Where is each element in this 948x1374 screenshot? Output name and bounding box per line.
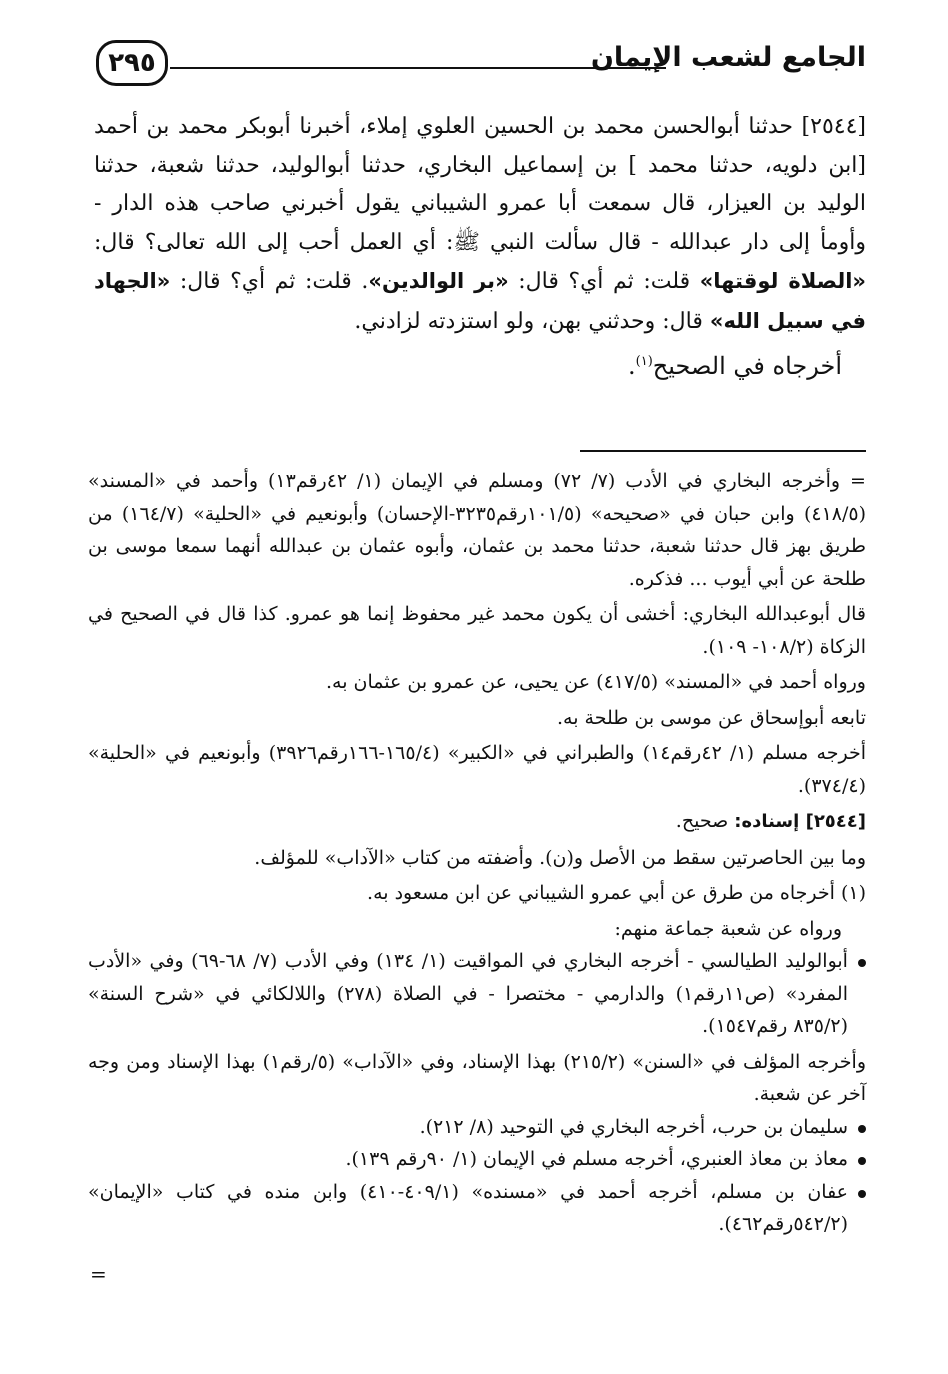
quote-salah: «الصلاة لوقتها»	[699, 269, 867, 293]
hadith-text-1: قلت: ثم أي؟ قال:	[508, 269, 700, 294]
isnad-grade: صحيح.	[675, 810, 735, 832]
hadith-paragraph	[94, 108, 866, 341]
list-item	[88, 1176, 866, 1241]
list-item-text: عفان بن مسلم، أخرجه أحمد في «مسنده» (٤٠٩/١-٤١٠) وابن منده في كتاب «الإيمان» (٥٤٢/٢رقم٤٦٢).	[88, 1180, 849, 1235]
bullet-icon	[858, 1125, 866, 1133]
takhrij-text: أخرجاه في الصحيح	[652, 352, 842, 380]
footnote-brackets-note: وما بين الحاصرتين سقط من الأصل و(ن). وأضفته من كتاب «الآداب» للمؤلف.	[254, 846, 866, 869]
list-item-text: معاذ بن معاذ العنبري، أخرجه مسلم في الإيمان (١/ ٩٠رقم ١٣٩).	[345, 1148, 848, 1170]
page-number: ٢٩٥	[96, 40, 168, 86]
hadith-isnad: [٢٥٤٤] حدثنا أبوالحسن محمد بن الحسين العلوي إملاء، أخبرنا أبوبكر محمد بن أحمد [ابن دلويه، حدثنا محمد ] بن إسماعيل البخاري، حدثنا أبوالوليد، حدثنا شعبة، حدثنا الوليد بن العيزار، قال سمعت أبا عمرو الشيباني يقول أخبرني صاحب هذه الدار - وأومأ إلى دار عبدالله - قال سألت النبي ﷺ: أي العمل أحب إلى الله تعالى؟ قال:	[94, 114, 866, 255]
footnote-ref[interactable]: (١)	[635, 354, 653, 369]
bullet-icon	[858, 1157, 866, 1165]
takhrij-end: .	[627, 352, 636, 380]
bullet-icon	[858, 1190, 866, 1198]
hadith-text-3: قال: وحدثني بهن، ولو استزدته لزادني.	[354, 308, 710, 334]
continuation-mark: =	[90, 1262, 107, 1286]
list-item	[88, 1143, 866, 1176]
footnote-1: (١) أخرجاه من طرق عن أبي عمرو الشيباني عن ابن مسعود به.	[367, 882, 866, 904]
list-item-text: أبوالوليد الطيالسي - أخرجه البخاري في المواقيت (١/ ١٣٤) وفي الأدب (٧/ ٦٨-٦٩) وفي «الأدب المفرد» (ص١١رقم١) والدارمي - مختصرا - في الصلاة (٢٧٨) واللالكائي في «شرح السنة» (٨٣٥/٢ رقم١٥٤٧).	[88, 950, 849, 1037]
hadith-text-2: . قلت: ثم أي؟ قال:	[170, 269, 369, 294]
footnote-isnad	[88, 805, 866, 839]
list-item-text: سليمان بن حرب، أخرجه البخاري في التوحيد (٨/ ٢١٢).	[419, 1115, 848, 1138]
footnote-continued: = وأخرجه البخاري في الأدب (٧/ ٧٢) ومسلم في الإيمان (١/ ٤٢رقم١٣) وأحمد في «المسند» (٤١٨/٥) وابن حبان في «صحيحه» (١٠١/٥رقم٣٢٣٥-الإحسان) وأبونعيم في «الحلية» (١٦٤/٧) من طريق بهز قال حدثنا شعبة، حدثنا محمد بن عثمان، وأبوه عثمان بن عبدالله أنهما سمعا موسى بن طلحة عن أبي أيوب ... فذكره.	[88, 470, 867, 590]
list-item	[88, 945, 866, 1043]
footnote-narrators-intro: ورواه عن شعبة جماعة منهم:	[614, 917, 842, 940]
footnote-bukhari-remark: قال أبوعبدالله البخاري: أخشى أن يكون محمد غير محفوظ إنما هو عمرو. كذا قال في الصحيح في الزكاة (١٠٨/٢- ١٠٩).	[88, 603, 866, 658]
bullet-icon	[858, 959, 866, 967]
quote-birr: «بر الوالدين»	[368, 269, 509, 293]
footnote-author: وأخرجه المؤلف في «السنن» (٢١٥/٢) بهذا الإسناد، وفي «الآداب» (٥/رقم١) بهذا الإسناد ومن وجه آخر عن شعبة.	[88, 1050, 866, 1105]
quote-jihad: «الجهاد في سبيل الله»	[94, 269, 866, 333]
footnote-ahmad: ورواه أحمد في «المسند» (٤١٧/٥) عن يحيى، عن عمرو بن عثمان به.	[325, 671, 866, 693]
main-text	[94, 108, 866, 386]
list-item	[88, 1111, 866, 1144]
page-header	[96, 38, 866, 94]
isnad-label: [٢٥٤٤] إسناده:	[734, 811, 866, 832]
footnote-muslim: أخرجه مسلم (١/ ٤٢رقم١٤) والطبراني في «الكبير» (١٦٥/٤-١٦٦رقم٣٩٢٦) وأبونعيم في «الحلية» (٣٧٤/٤).	[88, 742, 866, 797]
footnote-separator	[580, 450, 866, 452]
footnotes	[88, 465, 866, 1241]
footnote-mutaba: تابعه أبوإسحاق عن موسى بن طلحة به.	[556, 706, 866, 729]
running-title: الجامع لشعب الإيمان	[590, 42, 866, 73]
takhrij-line	[94, 347, 842, 386]
